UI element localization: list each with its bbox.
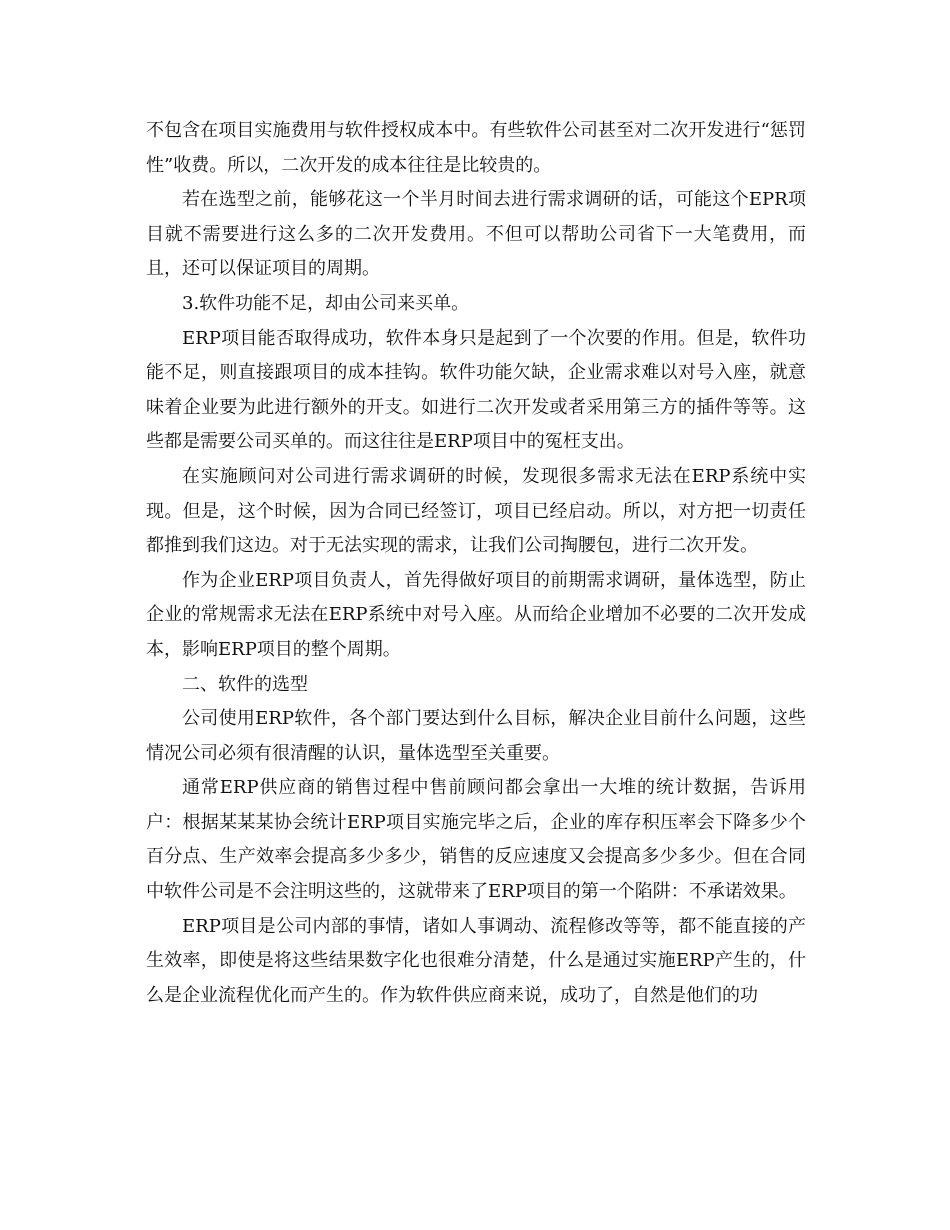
paragraph-4: ERP项目能否取得成功，软件本身只是起到了一个次要的作用。但是，软件功能不足，则直接跟项目的成本挂钩。软件功能欠缺，企业需求难以对号入座，就意味着企业要为此进行额外的开支。如进行二次开发或者采用第三方的插件等等。这些都是需要公司买单的。而这往往是ERP项目中的冤枉支出。 — [146, 327, 806, 453]
section-heading: 二、软件的选型 — [182, 673, 308, 695]
paragraph-5: 在实施顾问对公司进行需求调研的时候，发现很多需求无法在ERP系统中实现。但是，这个时候，因为合同已经签订，项目已经启动。所以，对方把一切责任都推到我们这边。对于无法实现的需求，让我们公司掏腰包，进行二次开发。 — [146, 465, 806, 557]
paragraph-6: 作为企业ERP项目负责人，首先得做好项目的前期需求调研，量体选型，防止企业的常规需求无法在ERP系统中对号入座。从而给企业增加不必要的二次开发成本，影响ERP项目的整个周期。 — [146, 569, 806, 660]
paragraph-2: 若在选型之前，能够花这一个半月时间去进行需求调研的话，可能这个EPR项目就不需要进行这么多的二次开发费用。不但可以帮助公司省下一大笔费用，而且，还可以保证项目的周期。 — [146, 189, 806, 280]
document-body — [146, 114, 806, 1013]
paragraph-3-heading: 3.软件功能不足，却由公司来买单。 — [182, 292, 470, 314]
paragraph-1: 不包含在项目实施费用与软件授权成本中。有些软件公司甚至对二次开发进行“惩罚性”收费。所以，二次开发的成本往往是比较贵的。 — [146, 120, 806, 176]
paragraph-10: ERP项目是公司内部的事情，诸如人事调动、流程修改等等，都不能直接的产生效率，即使是将这些结果数字化也很难分清楚，什么是通过实施ERP产生的，什么是企业流程优化而产生的。作为软件供应商来说，成功了，自然是他们的功 — [146, 915, 806, 1006]
paragraph-8: 公司使用ERP软件，各个部门要达到什么目标，解决企业目前什么问题，这些情况公司必须有很清醒的认识，量体选型至关重要。 — [146, 708, 806, 764]
paragraph-9: 通常ERP供应商的销售过程中售前顾问都会拿出一大堆的统计数据，告诉用户：根据某某某协会统计ERP项目实施完毕之后，企业的库存积压率会下降多少个百分点、生产效率会提高多少多少，销售的反应速度又会提高多少多少。但在合同中软件公司是不会注明这些的，这就带来了ERP项目的第一个陷阱：不承诺效果。 — [146, 777, 806, 903]
